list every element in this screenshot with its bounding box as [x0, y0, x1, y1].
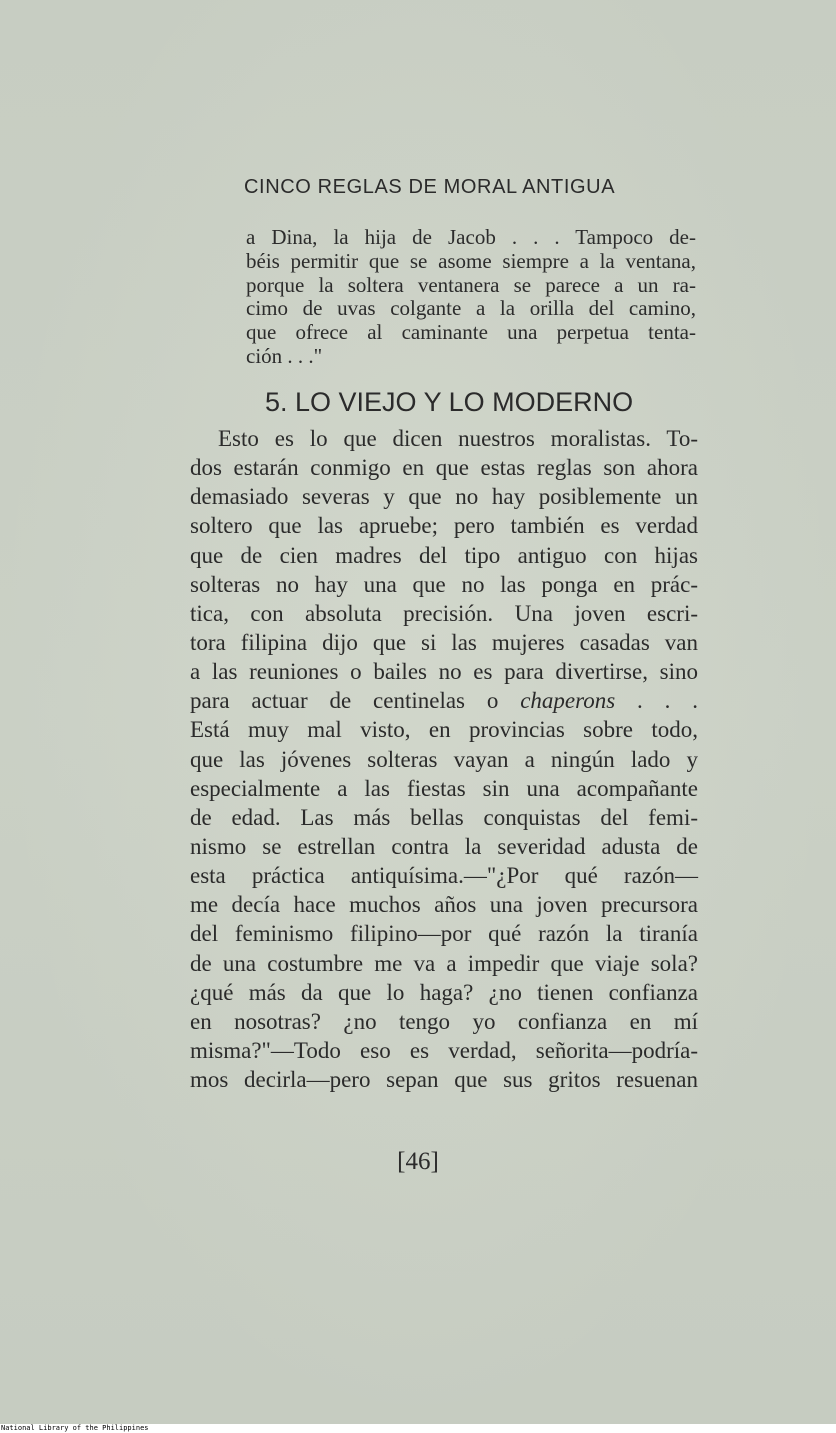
quote-block [246, 226, 696, 369]
body-line: mos decirla—pero sepan que sus gritos resuenan [190, 1067, 698, 1093]
running-head: CINCO REGLAS DE MORAL ANTIGUA [244, 176, 616, 198]
body-line: demasiado severas y que no hay posiblemente un [190, 484, 698, 510]
body-line: soltero que las apruebe; pero también es verdad [190, 513, 698, 539]
quote-line: cimo de uvas colgante a la orilla del camino, [246, 296, 696, 321]
footer-bar [0, 1424, 836, 1433]
quote-line: que ofrece al caminante una perpetua tenta- [246, 320, 696, 345]
quote-line: porque la soltera ventanera se parece a un ra- [246, 272, 696, 297]
body-line: tora filipina dijo que si las mujeres casadas van [190, 629, 698, 655]
section-title: 5. LO VIEJO Y LO MODERNO [265, 387, 634, 417]
quote-line: béis permitir que se asome siempre a la ventana, [246, 248, 696, 273]
body-line: me decía hace muchos años una joven precursora [190, 892, 698, 918]
body-line: solteras no hay una que no las ponga en prác- [190, 571, 698, 597]
body-line-text: para actuar de centinelas o [190, 688, 499, 714]
body-line: de una costumbre me va a impedir que viaje sola? [190, 950, 698, 976]
body-line: ¿qué más da que lo haga? ¿no tienen confianza [190, 979, 698, 1005]
body-line: esta práctica antiquísima.—"¿Por qué razón— [190, 863, 698, 889]
body-line: que de cien madres del tipo antiguo con hijas [190, 542, 698, 568]
quote-line: ción . . ." [246, 343, 323, 368]
footer-credit: National Library of the Philippines [1, 1424, 149, 1432]
body-line: de edad. Las más bellas conquistas del femi- [190, 804, 698, 830]
ellipsis: . . . [615, 688, 699, 714]
body-line: misma?"—Todo eso es verdad, señorita—podría- [190, 1037, 698, 1063]
body-line: especialmente a las fiestas sin una acompañante [190, 775, 698, 801]
body-line: dos estarán conmigo en que estas reglas son ahora [190, 455, 698, 481]
body-line: a las reuniones o bailes no es para divertirse, sino [190, 659, 698, 685]
page-number: [46] [397, 1148, 439, 1175]
body-line: que las jóvenes solteras vayan a ningún lado y [190, 746, 698, 772]
body-paragraph [190, 424, 698, 1094]
body-line: del feminismo filipino—por qué razón la tiranía [190, 921, 698, 947]
body-line: tica, con absoluta precisión. Una joven escri- [190, 600, 698, 626]
quote-line: a Dina, la hija de Jacob . . . Tampoco de- [246, 225, 696, 249]
body-line: Está muy mal visto, en provincias sobre todo, [190, 717, 698, 743]
body-line-with-italic [190, 686, 698, 715]
body-line: nismo se estrellan contra la severidad adusta de [190, 833, 698, 859]
body-line: en nosotras? ¿no tengo yo confianza en mí [190, 1008, 698, 1034]
body-line: Esto es lo que dicen nuestros moralistas. To- [218, 426, 698, 451]
italic-phrase: chaperons [520, 688, 616, 714]
